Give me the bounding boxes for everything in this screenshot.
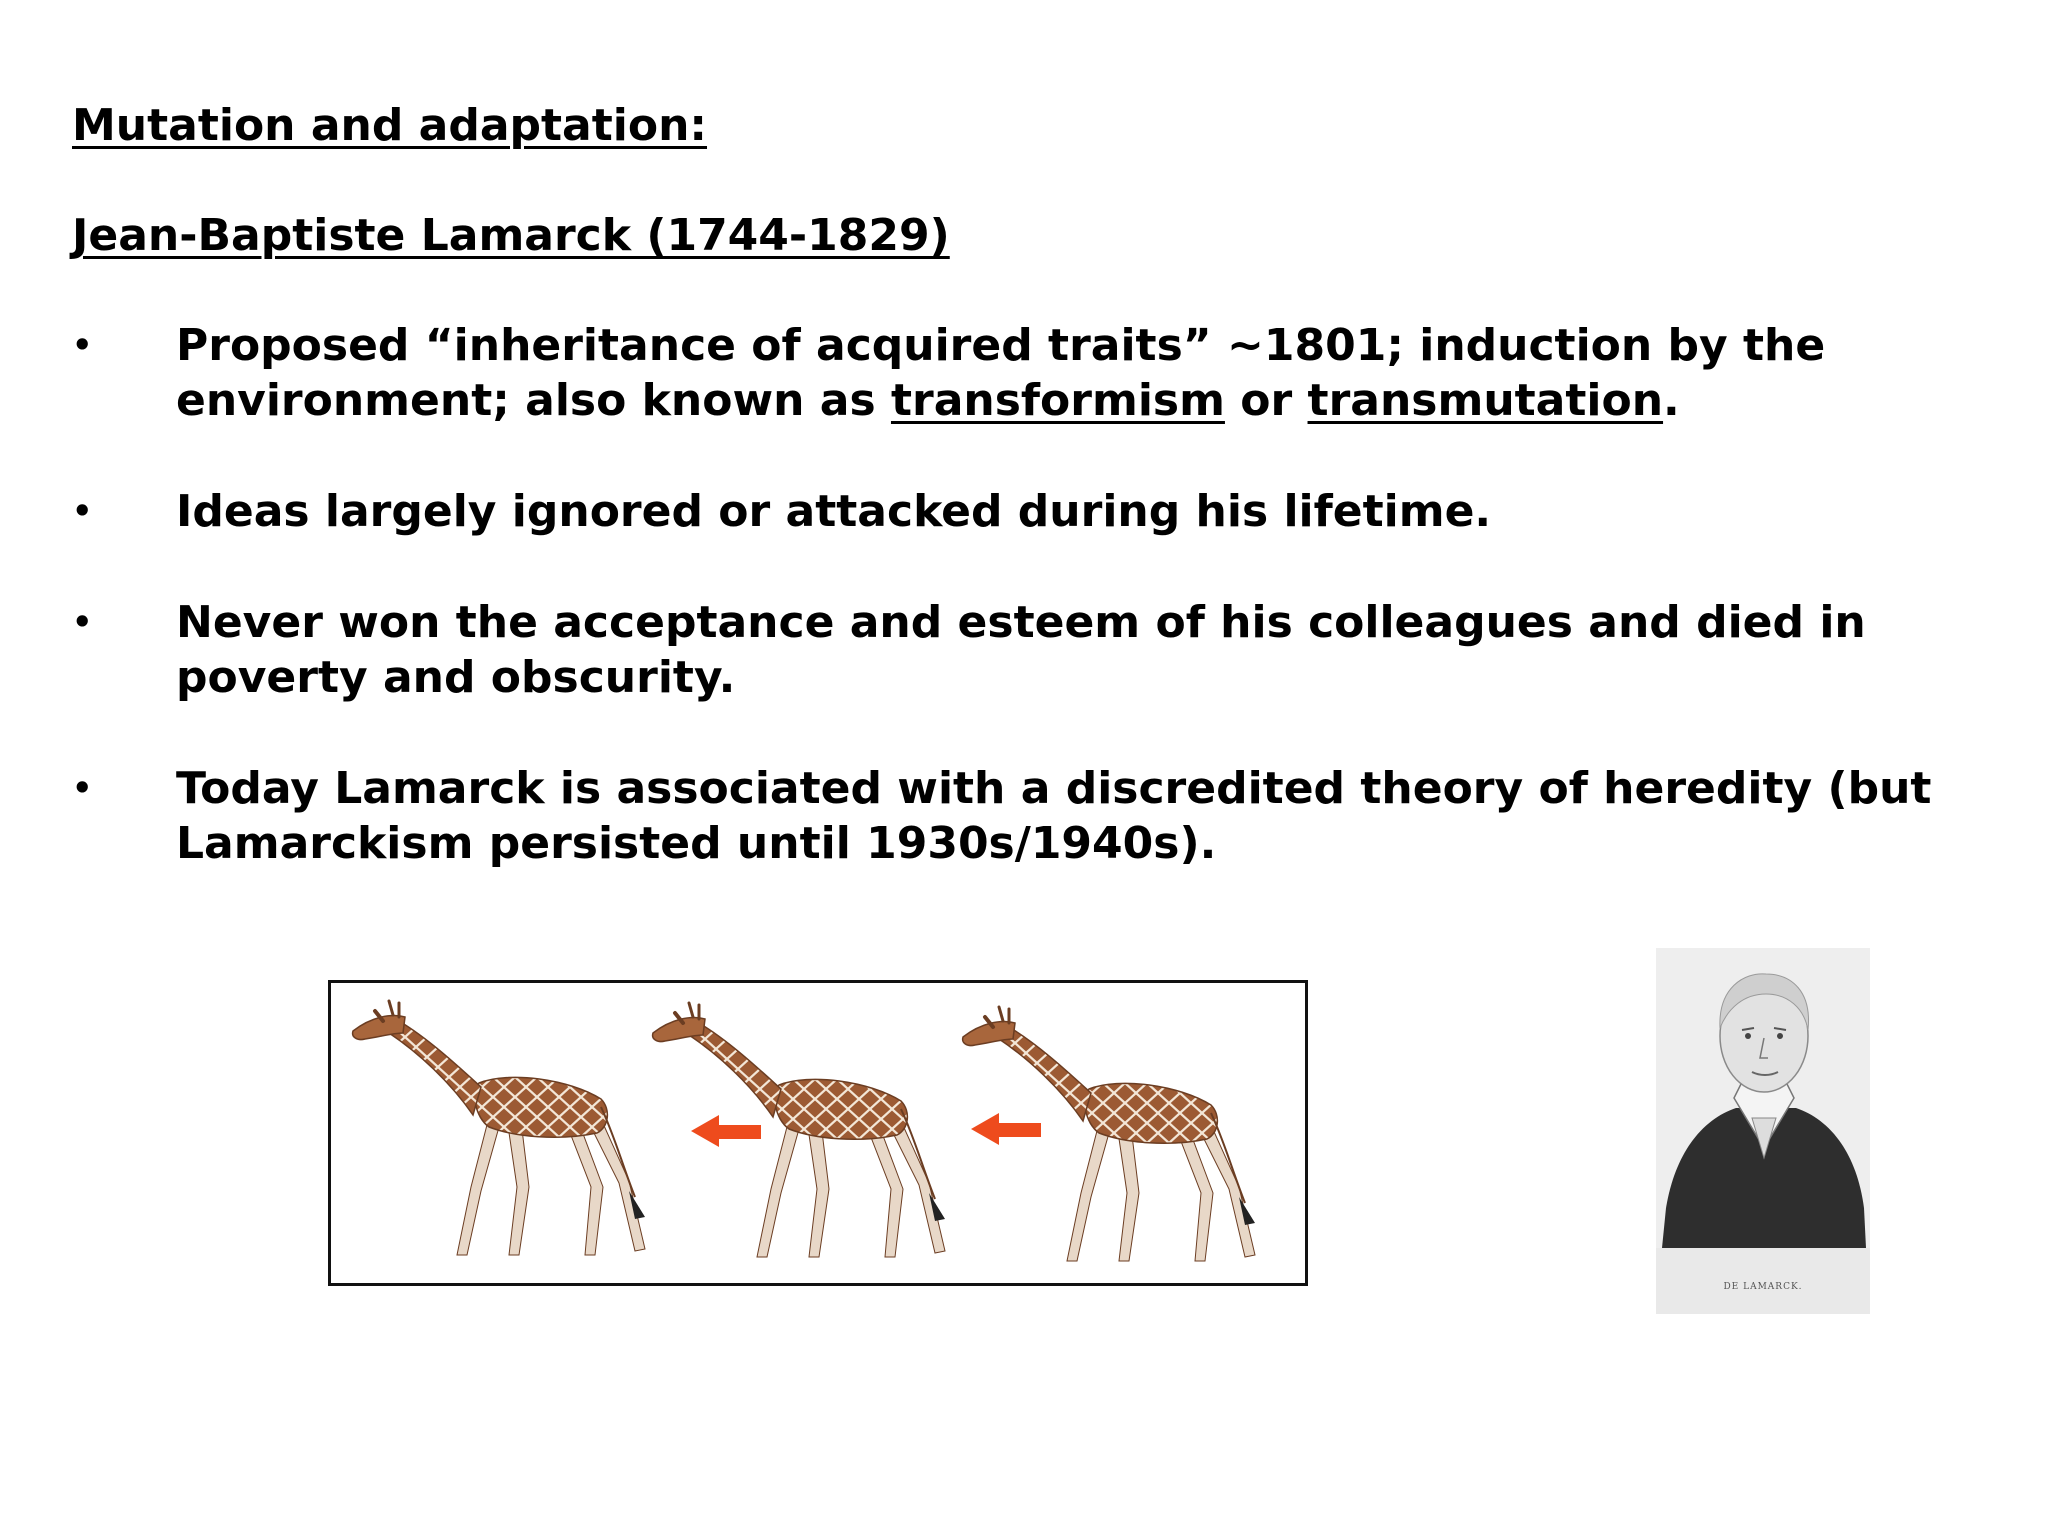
bullet-text: Proposed “inheritance of acquired traits” ~1801; induction by the environment; also known as bbox=[176, 320, 1826, 426]
bullet-period: . bbox=[1663, 375, 1680, 426]
giraffe-evolution-figure bbox=[328, 980, 1308, 1286]
lamarck-portrait bbox=[1656, 948, 1870, 1314]
term-transmutation: transmutation bbox=[1307, 375, 1664, 426]
portrait-caption: DE LAMARCK. bbox=[1723, 1282, 1803, 1292]
bullet-text: Never won the acceptance and esteem of his colleagues and died in poverty and obscurity. bbox=[176, 597, 1866, 703]
portrait-engraving bbox=[1656, 948, 1870, 1314]
bullet-marker: • bbox=[72, 769, 93, 807]
giraffe-illustration bbox=[331, 983, 1305, 1283]
bullet-item-discredited bbox=[72, 761, 1972, 871]
left-arrow-icon bbox=[971, 1113, 1041, 1145]
bullet-marker: • bbox=[72, 326, 93, 364]
term-transformism: transformism bbox=[890, 375, 1225, 426]
bullet-item-poverty bbox=[72, 595, 1972, 705]
slide-title: Mutation and adaptation: bbox=[72, 100, 708, 151]
left-arrow-icon bbox=[691, 1115, 761, 1147]
bullet-item-acquired-traits bbox=[72, 318, 1972, 428]
giraffe-long-neck bbox=[353, 1001, 645, 1255]
bullet-joiner: or bbox=[1224, 375, 1308, 426]
bullet-list bbox=[72, 318, 1972, 927]
bullet-marker: • bbox=[72, 603, 93, 641]
bullet-item-ignored bbox=[72, 484, 1972, 539]
bullet-text: Ideas largely ignored or attacked during his lifetime. bbox=[176, 486, 1492, 537]
section-title: Jean-Baptiste Lamarck (1744-1829) bbox=[72, 210, 950, 261]
bullet-marker: • bbox=[72, 492, 93, 530]
bullet-text: Today Lamarck is associated with a discredited theory of heredity (but Lamarckism persisted until 1930s/1940s). bbox=[176, 763, 1932, 869]
